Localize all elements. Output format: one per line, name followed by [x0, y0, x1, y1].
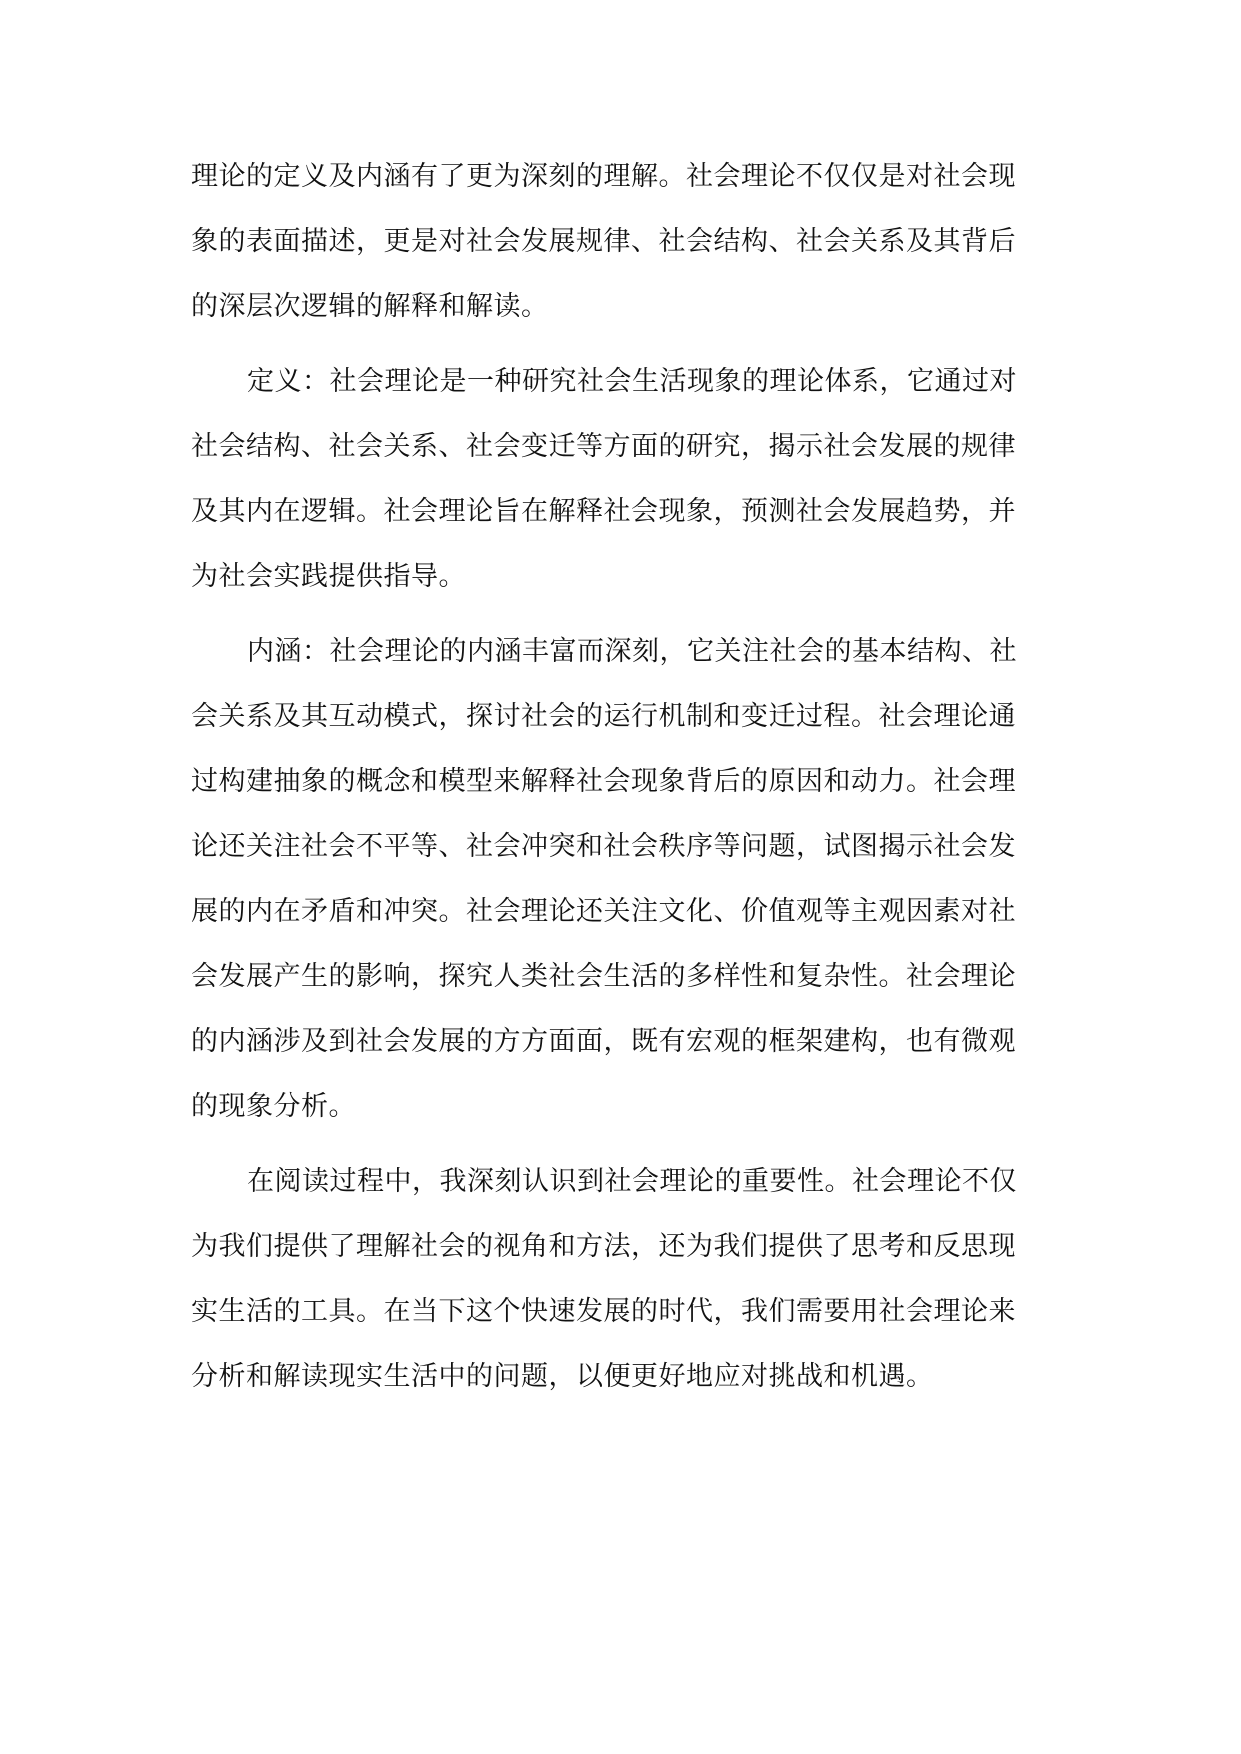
- text-line: 的现象分析。: [191, 1091, 356, 1122]
- paragraph-reflection: [191, 1149, 1051, 1409]
- text-line: 分析和解读现实生活中的问题，以便更好地应对挑战和机遇。: [191, 1361, 934, 1392]
- text-line: 展的内在矛盾和冲突。社会理论还关注文化、价值观等主观因素对社: [191, 896, 1016, 927]
- text-line: 象的表面描述，更是对社会发展规律、社会结构、社会关系及其背后: [191, 226, 1016, 257]
- text-line: 论还关注社会不平等、社会冲突和社会秩序等问题，试图揭示社会发: [191, 831, 1016, 862]
- text-line: 社会结构、社会关系、社会变迁等方面的研究，揭示社会发展的规律: [191, 431, 1016, 462]
- text-line: 会关系及其互动模式，探讨社会的运行机制和变迁过程。社会理论通: [191, 701, 1016, 732]
- text-line: 过构建抽象的概念和模型来解释社会现象背后的原因和动力。社会理: [191, 766, 1016, 797]
- text-line: 定义：社会理论是一种研究社会生活现象的理论体系，它通过对: [247, 366, 1017, 397]
- text-line: 的深层次逻辑的解释和解读。: [191, 291, 549, 322]
- text-line: 内涵：社会理论的内涵丰富而深刻，它关注社会的基本结构、社: [247, 636, 1017, 667]
- paragraph-definition: [191, 349, 1051, 609]
- text-line: 为我们提供了理解社会的视角和方法，还为我们提供了思考和反思现: [191, 1231, 1016, 1262]
- paragraph-connotation: [191, 619, 1051, 1139]
- text-line: 实生活的工具。在当下这个快速发展的时代，我们需要用社会理论来: [191, 1296, 1016, 1327]
- text-line: 会发展产生的影响，探究人类社会生活的多样性和复杂性。社会理论: [191, 961, 1016, 992]
- text-line: 及其内在逻辑。社会理论旨在解释社会现象，预测社会发展趋势，并: [191, 496, 1016, 527]
- text-line: 在阅读过程中，我深刻认识到社会理论的重要性。社会理论不仅: [247, 1166, 1017, 1197]
- paragraph-continuation: [191, 144, 1051, 339]
- text-line: 为社会实践提供指导。: [191, 561, 466, 592]
- text-line: 理论的定义及内涵有了更为深刻的理解。社会理论不仅仅是对社会现: [191, 161, 1016, 192]
- text-line: 的内涵涉及到社会发展的方方面面，既有宏观的框架建构，也有微观: [191, 1026, 1016, 1057]
- body-text: [191, 144, 1051, 1419]
